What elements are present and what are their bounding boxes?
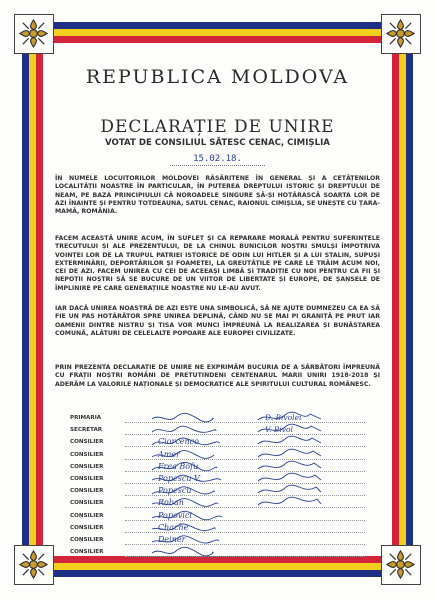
corner-ornament-icon (381, 14, 421, 54)
voted-by-line: VOTAT DE CONSILIUL SĂTESC CENAC, CIMIȘLIA (105, 138, 330, 148)
signature-name: Roban (158, 498, 184, 508)
paragraph-4: PRIN PREZENTA DECLARAȚIE DE UNIRE NE EXPRIMĂM BUCURIA DE A SĂRBĂTORI ÎMPREUNĂ CU FRAȚII NOȘTRI ROMÂNI DE PRETUTINDENI CENTENARUL MARII UNIRI 1918-2018 ȘI ADERĂM LA VALORILE NAȚIONALE ȘI DEMOCRATICE ALE SPIRITULUI CULTURAL ROMÂNESC. (55, 364, 380, 388)
border-yellow-bottom (29, 563, 406, 570)
signature-scrawl-right (255, 495, 325, 510)
signature-role: CONSILIER (70, 463, 104, 470)
signature-role: PRIMARIA (70, 415, 102, 421)
border-blue-left (22, 22, 29, 577)
border-yellow-right (399, 29, 406, 570)
border-yellow-top (29, 29, 406, 36)
paragraph-3: IAR DACĂ UNIREA NOASTRĂ DE AZI ESTE UNA SIMBOLICĂ, SĂ NE AJUTE DUMNEZEU CA EA SĂ FIE UN PAS HOTĂRÂTOR SPRE UNIREA DEPLINĂ, CÂND NU SE MAI PI GRANIȚĂ PE PRUT IAR OAMENII DINTRE NISTRU ȘI TISA VOR MUNCI ÎMPREUNĂ LA REALIZAREA ȘI BUNĂSTAREA COMUNĂ, ALĂTURI DE CELELALTE POPOARE ALE EUROPEI CIVILIZATE. (55, 305, 380, 337)
document-date: 15.02.18. (193, 154, 242, 164)
signature-table (70, 413, 370, 559)
signature-role: CONSILIER (70, 549, 104, 556)
signature-role: SECRETAR (70, 427, 103, 434)
signature-name: Deiner (158, 534, 186, 544)
signature-scrawl (150, 545, 230, 559)
signature-name: Popescu V. (158, 473, 201, 483)
border-blue-bottom (22, 570, 413, 577)
signature-role: CONSILIER (70, 439, 104, 446)
signature-role: CONSILIER (70, 488, 104, 495)
signature-name: Amer (158, 449, 180, 459)
border-red-left (36, 36, 43, 563)
corner-ornament-icon (14, 14, 54, 54)
signature-name: Frea Bofu (158, 461, 199, 471)
border-red-right (392, 36, 399, 563)
signature-role: CONSILIER (70, 536, 104, 543)
signature-role: CONSILIER (70, 475, 104, 482)
date-underline (170, 165, 265, 166)
border-yellow-left (29, 29, 36, 570)
document-title: DECLARAȚIE DE UNIRE (100, 117, 335, 137)
signature-name: Popovici (158, 510, 192, 520)
signature-row (70, 547, 370, 559)
signature-name: Popescu (158, 486, 192, 496)
signature-right-name: D. Bivolei (265, 413, 302, 422)
country-heading: REPUBLICA MOLDOVA (85, 66, 350, 88)
signature-role: CONSILIER (70, 512, 104, 519)
signature-role: CONSILIER (70, 451, 104, 458)
border-red-top (36, 36, 399, 43)
signature-role: CONSILIER (70, 500, 104, 507)
corner-ornament-icon (14, 545, 54, 585)
border-blue-right (406, 22, 413, 577)
signature-name: Chache (158, 522, 189, 532)
signature-role: CONSILIER (70, 524, 104, 531)
signature-name: Ciorcenco (158, 437, 199, 447)
corner-ornament-icon (381, 545, 421, 585)
paragraph-2: FACEM ACEASTĂ UNIRE ACUM, ÎN SUFLET ȘI CA REPARARE MORALĂ PENTRU SUFERINȚELE TRECUTULUI ȘI ALE PREZENTULUI, DE LA CHINUL BUNICILOR NOȘTRI SMULȘI ÎMPOTRIVA VOINȚEI LOR DE LA TRUPUL PATRIEI ISTORICE DE ODIN LUI HITLER ȘI A LUI STALIN, SUPUȘI EXTERMINĂRII, DEPORTĂRILOR ȘI FOAMETEI, LA GREUTĂȚILE PE CARE LE TRĂIM ACUM NOI, CEI DE AZI. FACEM UNIREA CU CEI DE ACEEAȘI LIMBĂ ȘI TRADIȚIE CU NOI PENTRU CA FII ȘI NEPOȚII NOȘTRI SĂ SE BUCURE DE UN VIITOR DE LIBERTATE ȘI EUROPE, DE ȘANSELE DE ÎMPLINIRE PE CARE GENERAȚIILE NOASTRE NU LE-AU AVUT. (55, 235, 380, 292)
paragraph-1: ÎN NUMELE LOCUITORILOR MOLDOVEI RĂSĂRITENE ÎN GENERAL ȘI A CETĂȚENILOR LOCALITĂȚII NOASTRE ÎN PARTICULAR, ÎN PUTEREA DREPTULUI ISTORIC ȘI DREPTULUI DE NEAM, PE BAZA PRINCIPIULUI CĂ NOROADELE SINGURE SĂ-ȘI HOTĂRASCĂ SOARTA LOR DE AZI ÎNAINTE ȘI PENTRU TOTDEAUNA, SATUL CENAC, RAIONUL CIMIȘLIA, SE UNEȘTE CU ȚARA-MAMĂ, ROMÂNIA. (55, 175, 380, 216)
signature-right-name: V. Bivol (265, 425, 293, 435)
border-blue-top (22, 22, 413, 29)
